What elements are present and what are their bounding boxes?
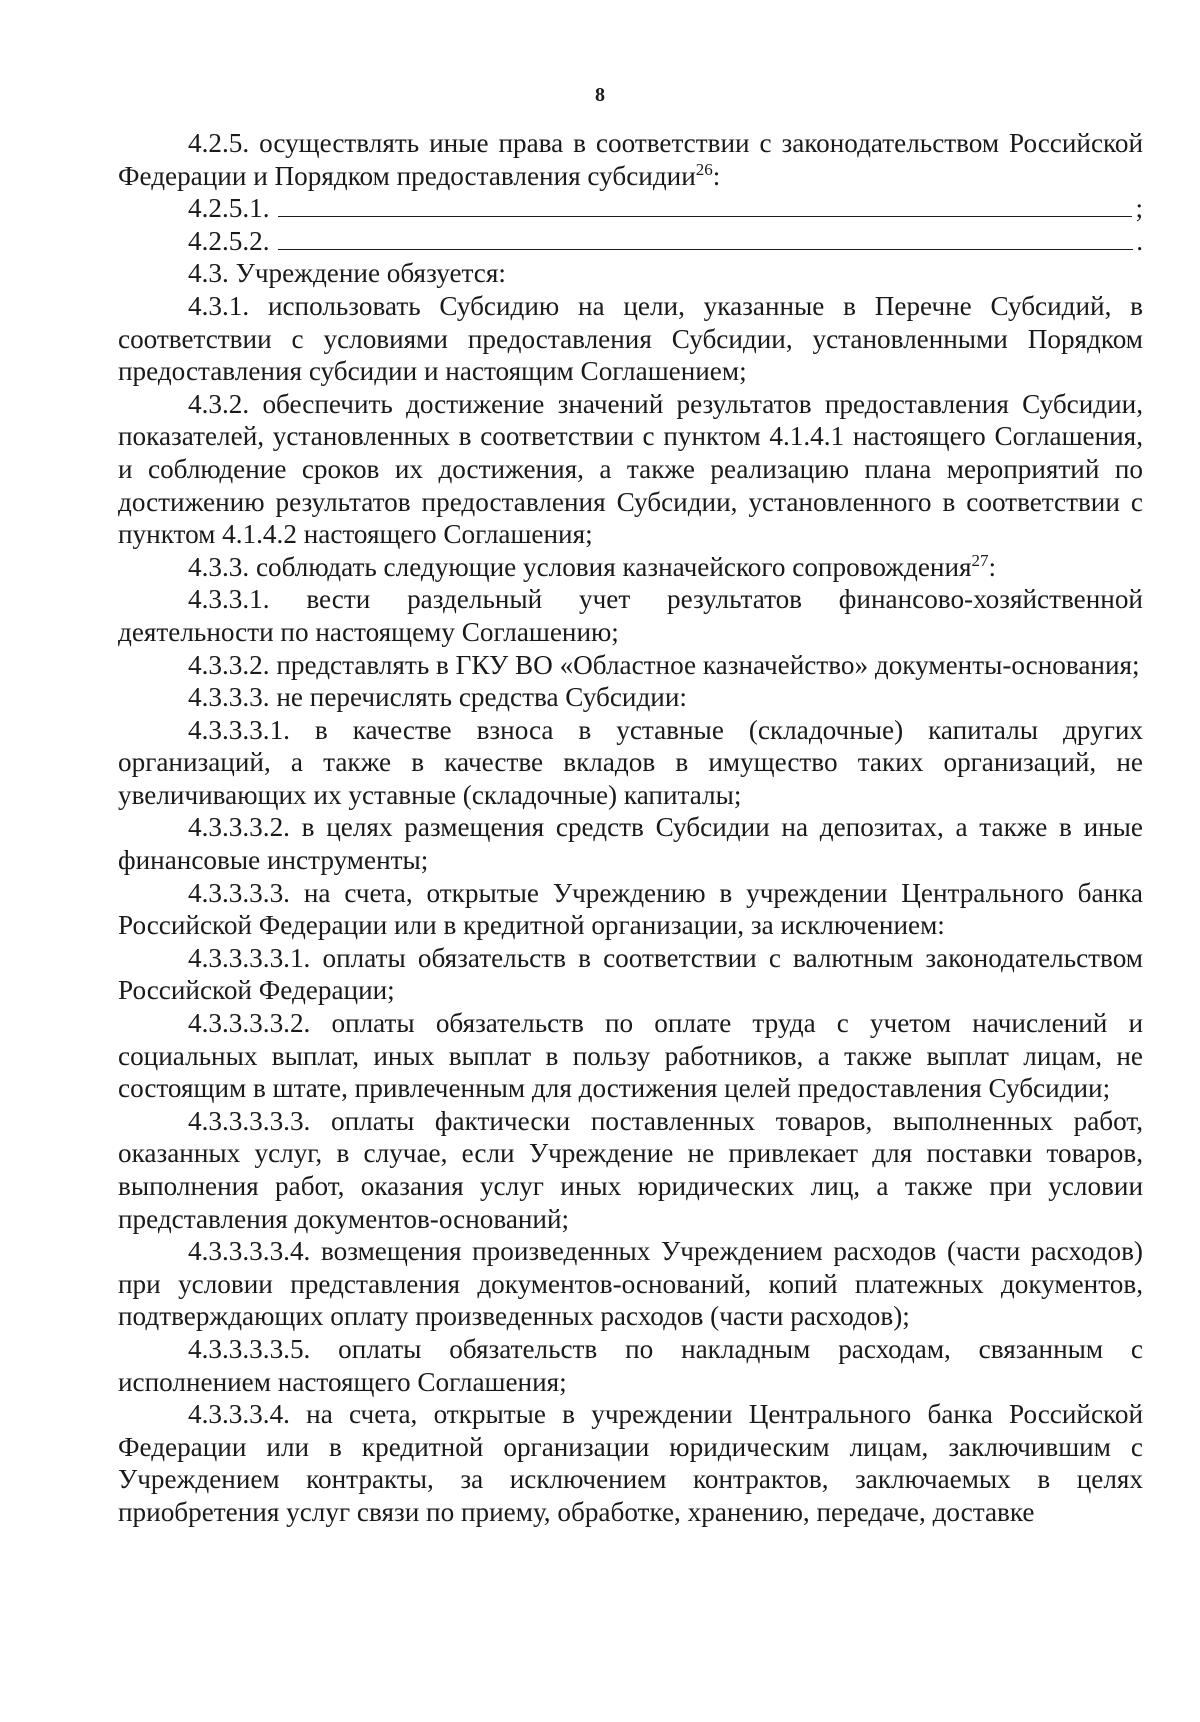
paragraph-text: 4.2.5. осуществлять иные права в соответствии с законодательством Российской Федерации и Порядком предоставления субсидии <box>118 128 1143 191</box>
paragraph-4-3-3-1: 4.3.3.1. вести раздельный учет результатов финансово-хозяйственной деятельности по настоящему Соглашению; <box>118 584 1143 647</box>
paragraph-4-3-3-3-3: 4.3.3.3.3. на счета, открытые Учреждению в учреждении Центрального банка Российской Федерации или в кредитной организации, за исключением: <box>118 877 1143 941</box>
paragraph-4-3-2: 4.3.2. обеспечить достижение значений результатов предоставления Субсидии, показателей, установленных в соответствии с пунктом 4.1.4.1 настоящего Соглашения, и соблюдение сроков их достижения, а также реализацию плана мероприятий по достижению результатов предоставления Субсидии, установленного в соответствии с пунктом 4.1.4.2 настоящего Соглашения; <box>118 388 1143 550</box>
paragraph-4-3: 4.3. Учреждение обязуется: <box>188 258 506 289</box>
paragraph-4-3-3 <box>118 551 1143 584</box>
item-number: 4.2.5.2. <box>188 225 270 256</box>
item-end-mark: ; <box>1135 193 1143 224</box>
paragraph-tail: : <box>712 160 721 191</box>
paragraph-4-3-3-3-3-1: 4.3.3.3.3.1. оплаты обязательств в соответствии с валютным законодательством Российской Федерации; <box>118 942 1143 1006</box>
footnote-ref-26: 26 <box>695 159 713 179</box>
paragraph-4-3-3-3-3-5: 4.3.3.3.3.5. оплаты обязательств по накладным расходам, связанным с исполнением настоящего Соглашения; <box>118 1333 1143 1397</box>
paragraph-4-3-3-3: 4.3.3.3. не перечислять средства Субсидии: <box>188 682 687 713</box>
paragraph-4-3-1: 4.3.1. использовать Субсидию на цели, указанные в Перечне Субсидий, в соответствии с условиями предоставления Субсидии, установленными Порядком предоставления субсидии и настоящим Соглашением; <box>118 290 1143 387</box>
blank-item-4-2-5-1 <box>118 192 1143 225</box>
paragraph-4-3-3-2: 4.3.3.2. представлять в ГКУ ВО «Областное казначейство» документы-основания; <box>188 649 1140 680</box>
paragraph-4-3-3-3-3-4: 4.3.3.3.3.4. возмещения произведенных Учреждением расходов (части расходов) при условии представления документов-оснований, копий платежных документов, подтверждающих оплату произведенных расходов (части расходов); <box>118 1236 1143 1332</box>
document-body <box>118 127 1143 1529</box>
paragraph-4-2-5 <box>118 127 1143 192</box>
paragraph-4-3-3-3-2: 4.3.3.3.2. в целях размещения средств Субсидии на депозитах, а также в иные финансовые инструменты; <box>118 812 1143 876</box>
paragraph-4-3-3-3-4: 4.3.3.3.4. на счета, открытые в учреждении Центрального банка Российской Федерации или в кредитной организации юридическим лицам, заключившим с Учреждением контракты, за исключением контрактов, заключаемых в целях приобретения услуг связи по приему, обработке, хранению, передаче, доставке <box>118 1399 1143 1527</box>
blank-item-4-2-5-2 <box>118 225 1143 258</box>
fill-in-line <box>278 227 1134 250</box>
footnote-ref-27: 27 <box>971 550 989 570</box>
item-end-mark: . <box>1136 225 1143 256</box>
paragraph-4-3-3-3-3-3: 4.3.3.3.3.3. оплаты фактически поставленных товаров, выполненных работ, оказанных услуг, в случае, если Учреждение не привлекает для поставки товаров, выполнения работ, оказания услуг иных юридических лиц, а также при условии представления документов-оснований; <box>118 1105 1143 1234</box>
fill-in-line <box>278 194 1133 217</box>
paragraph-tail: : <box>988 551 997 582</box>
paragraph-4-3-3-3-3-2: 4.3.3.3.3.2. оплаты обязательств по оплате труда с учетом начислений и социальных выплат, иных выплат в пользу работников, а также выплат лицам, не состоящим в штате, привлеченным для достижения целей предоставления Субсидии; <box>118 1008 1143 1104</box>
paragraph-text: 4.3.3. соблюдать следующие условия казначейского сопровождения <box>188 551 972 582</box>
paragraph-4-3-3-3-1: 4.3.3.3.1. в качестве взноса в уставные (складочные) капиталы других организаций, а также в качестве вкладов в имущество таких организаций, не увеличивающих их уставные (складочные) капиталы; <box>118 714 1143 810</box>
page-number: 8 <box>595 84 605 106</box>
item-number: 4.2.5.1. <box>188 193 270 224</box>
